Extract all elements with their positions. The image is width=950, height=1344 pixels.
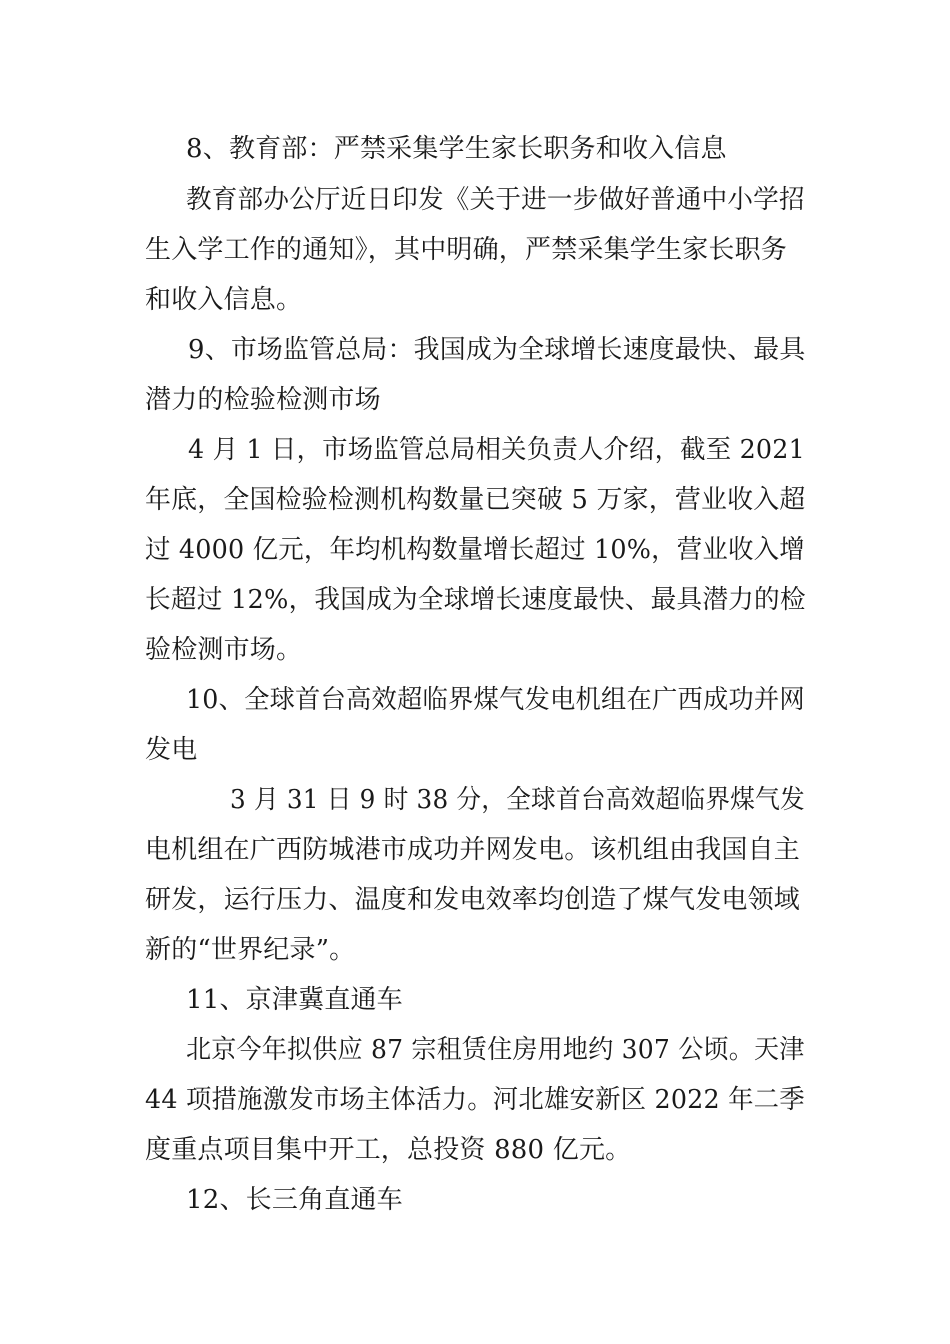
heading-item-11: 11、京津冀直通车 bbox=[186, 985, 403, 1015]
heading-item-10: 10、全球首台高效超临界煤气发电机组在广西成功并网 bbox=[186, 685, 805, 715]
paragraph-line: 长超过 12%，我国成为全球增长速度最快、最具潜力的检 bbox=[145, 585, 806, 615]
paragraph-line: 北京今年拟供应 87 宗租赁住房用地约 307 公顷。天津 bbox=[186, 1035, 805, 1065]
heading-item-8: 8、教育部：严禁采集学生家长职务和收入信息 bbox=[186, 134, 727, 164]
paragraph-line: 生入学工作的通知》，其中明确，严禁采集学生家长职务 bbox=[145, 235, 788, 265]
paragraph-line: 电机组在广西防城港市成功并网发电。该机组由我国自主 bbox=[145, 835, 801, 865]
paragraph-line: 3 月 31 日 9 时 38 分，全球首台高效超临界煤气发 bbox=[230, 785, 805, 815]
heading-item-10-cont: 发电 bbox=[145, 735, 198, 765]
paragraph-line: 和收入信息。 bbox=[145, 285, 303, 315]
paragraph-line: 验检测市场。 bbox=[145, 635, 303, 665]
paragraph-line: 教育部办公厅近日印发《关于进一步做好普通中小学招 bbox=[186, 185, 805, 215]
paragraph-line: 新的“世界纪录”。 bbox=[145, 935, 356, 965]
paragraph-line: 研发，运行压力、温度和发电效率均创造了煤气发电领域 bbox=[145, 885, 801, 915]
heading-item-12: 12、长三角直通车 bbox=[186, 1185, 403, 1215]
paragraph-line: 4 月 1 日，市场监管总局相关负责人介绍，截至 2021 bbox=[188, 435, 805, 465]
heading-item-9: 9、市场监管总局：我国成为全球增长速度最快、最具 bbox=[188, 335, 806, 365]
paragraph-line: 过 4000 亿元，年均机构数量增长超过 10%，营业收入增 bbox=[145, 535, 805, 565]
heading-item-9-cont: 潜力的检验检测市场 bbox=[145, 385, 381, 415]
paragraph-line: 44 项措施激发市场主体活力。河北雄安新区 2022 年二季 bbox=[145, 1085, 805, 1115]
paragraph-line: 度重点项目集中开工，总投资 880 亿元。 bbox=[145, 1135, 632, 1165]
paragraph-line: 年底，全国检验检测机构数量已突破 5 万家，营业收入超 bbox=[145, 485, 806, 515]
